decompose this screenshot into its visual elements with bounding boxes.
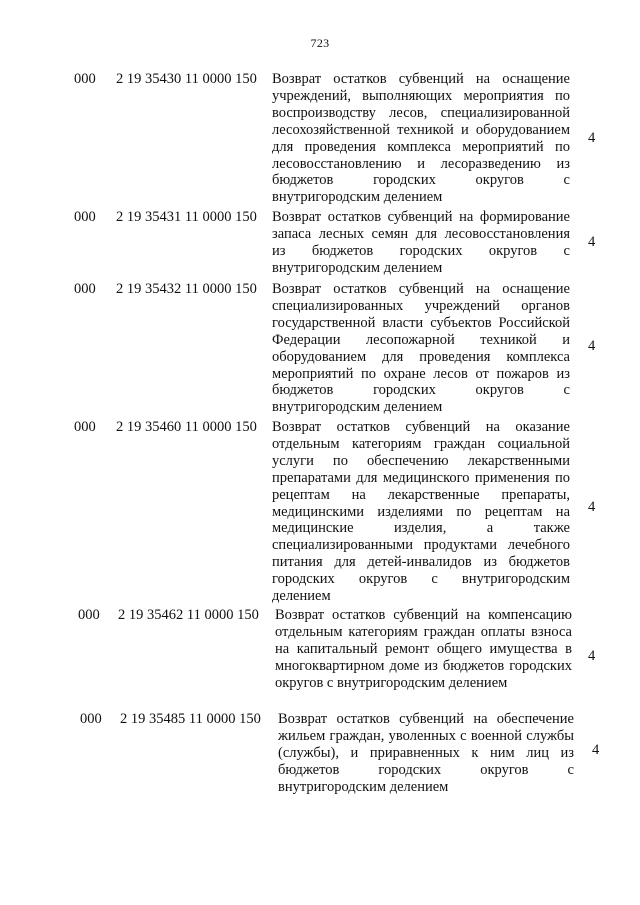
amount: 4 [588,648,596,664]
admin-code: 000 [78,607,100,623]
income-description: Возврат остатков субвенций на компенсацию отдельным категориям граждан оплаты взноса на капитальный ремонт общего имущества в многоквартирном доме из бюджетов городских округов с внутригородским делением [275,607,572,691]
budget-classification-code: 2 19 35485 11 0000 150 [120,711,261,727]
admin-code: 000 [74,281,96,297]
admin-code: 000 [80,711,102,727]
income-description: Возврат остатков субвенций на формирование запаса лесных семян для лесовосстановления из бюджетов городских округов с внутригородским делением [272,209,570,276]
amount: 4 [592,742,600,758]
income-description: Возврат остатков субвенций на оснащение учреждений, выполняющих мероприятия по воспроизводству лесов, специализированной лесохозяйственной техникой и оборудованием для проведения комплекса мероприятий по лесовосстановлению и лесоразведению из бюджетов городских округов с внутригородским делением [272,71,570,206]
budget-classification-code: 2 19 35432 11 0000 150 [116,281,257,297]
admin-code: 000 [74,209,96,225]
amount: 4 [588,338,596,354]
income-description: Возврат остатков субвенций на обеспечение жильем граждан, уволенных с военной службы (службы), и приравненных к ним лиц из бюджетов городских округов с внутригородским делением [278,711,574,795]
page-number: 723 [310,36,330,50]
income-description: Возврат остатков субвенций на оснащение специализированных учреждений органов государственной власти субъектов Российской Федерации лесопожарной техникой и оборудованием для проведения комплекса мероприятий по охране лесов от пожаров из бюджетов городских округов с внутригородским делением [272,281,570,416]
budget-classification-code: 2 19 35462 11 0000 150 [118,607,259,623]
amount: 4 [588,130,596,146]
amount: 4 [588,499,596,515]
admin-code: 000 [74,419,96,435]
budget-classification-code: 2 19 35431 11 0000 150 [116,209,257,225]
amount: 4 [588,234,596,250]
admin-code: 000 [74,71,96,87]
income-description: Возврат остатков субвенций на оказание отдельным категориям граждан социальной услуги по обеспечению лекарственными препаратами для медицинского применения по рецептам на лекарственные препараты, медицинскими изделиями по рецептам на медицинские изделия, а также специализированными продуктами лечебного питания для детей-инвалидов из бюджетов городских округов с внутригородским делением [272,419,570,605]
budget-classification-code: 2 19 35430 11 0000 150 [116,71,257,87]
budget-classification-code: 2 19 35460 11 0000 150 [116,419,257,435]
